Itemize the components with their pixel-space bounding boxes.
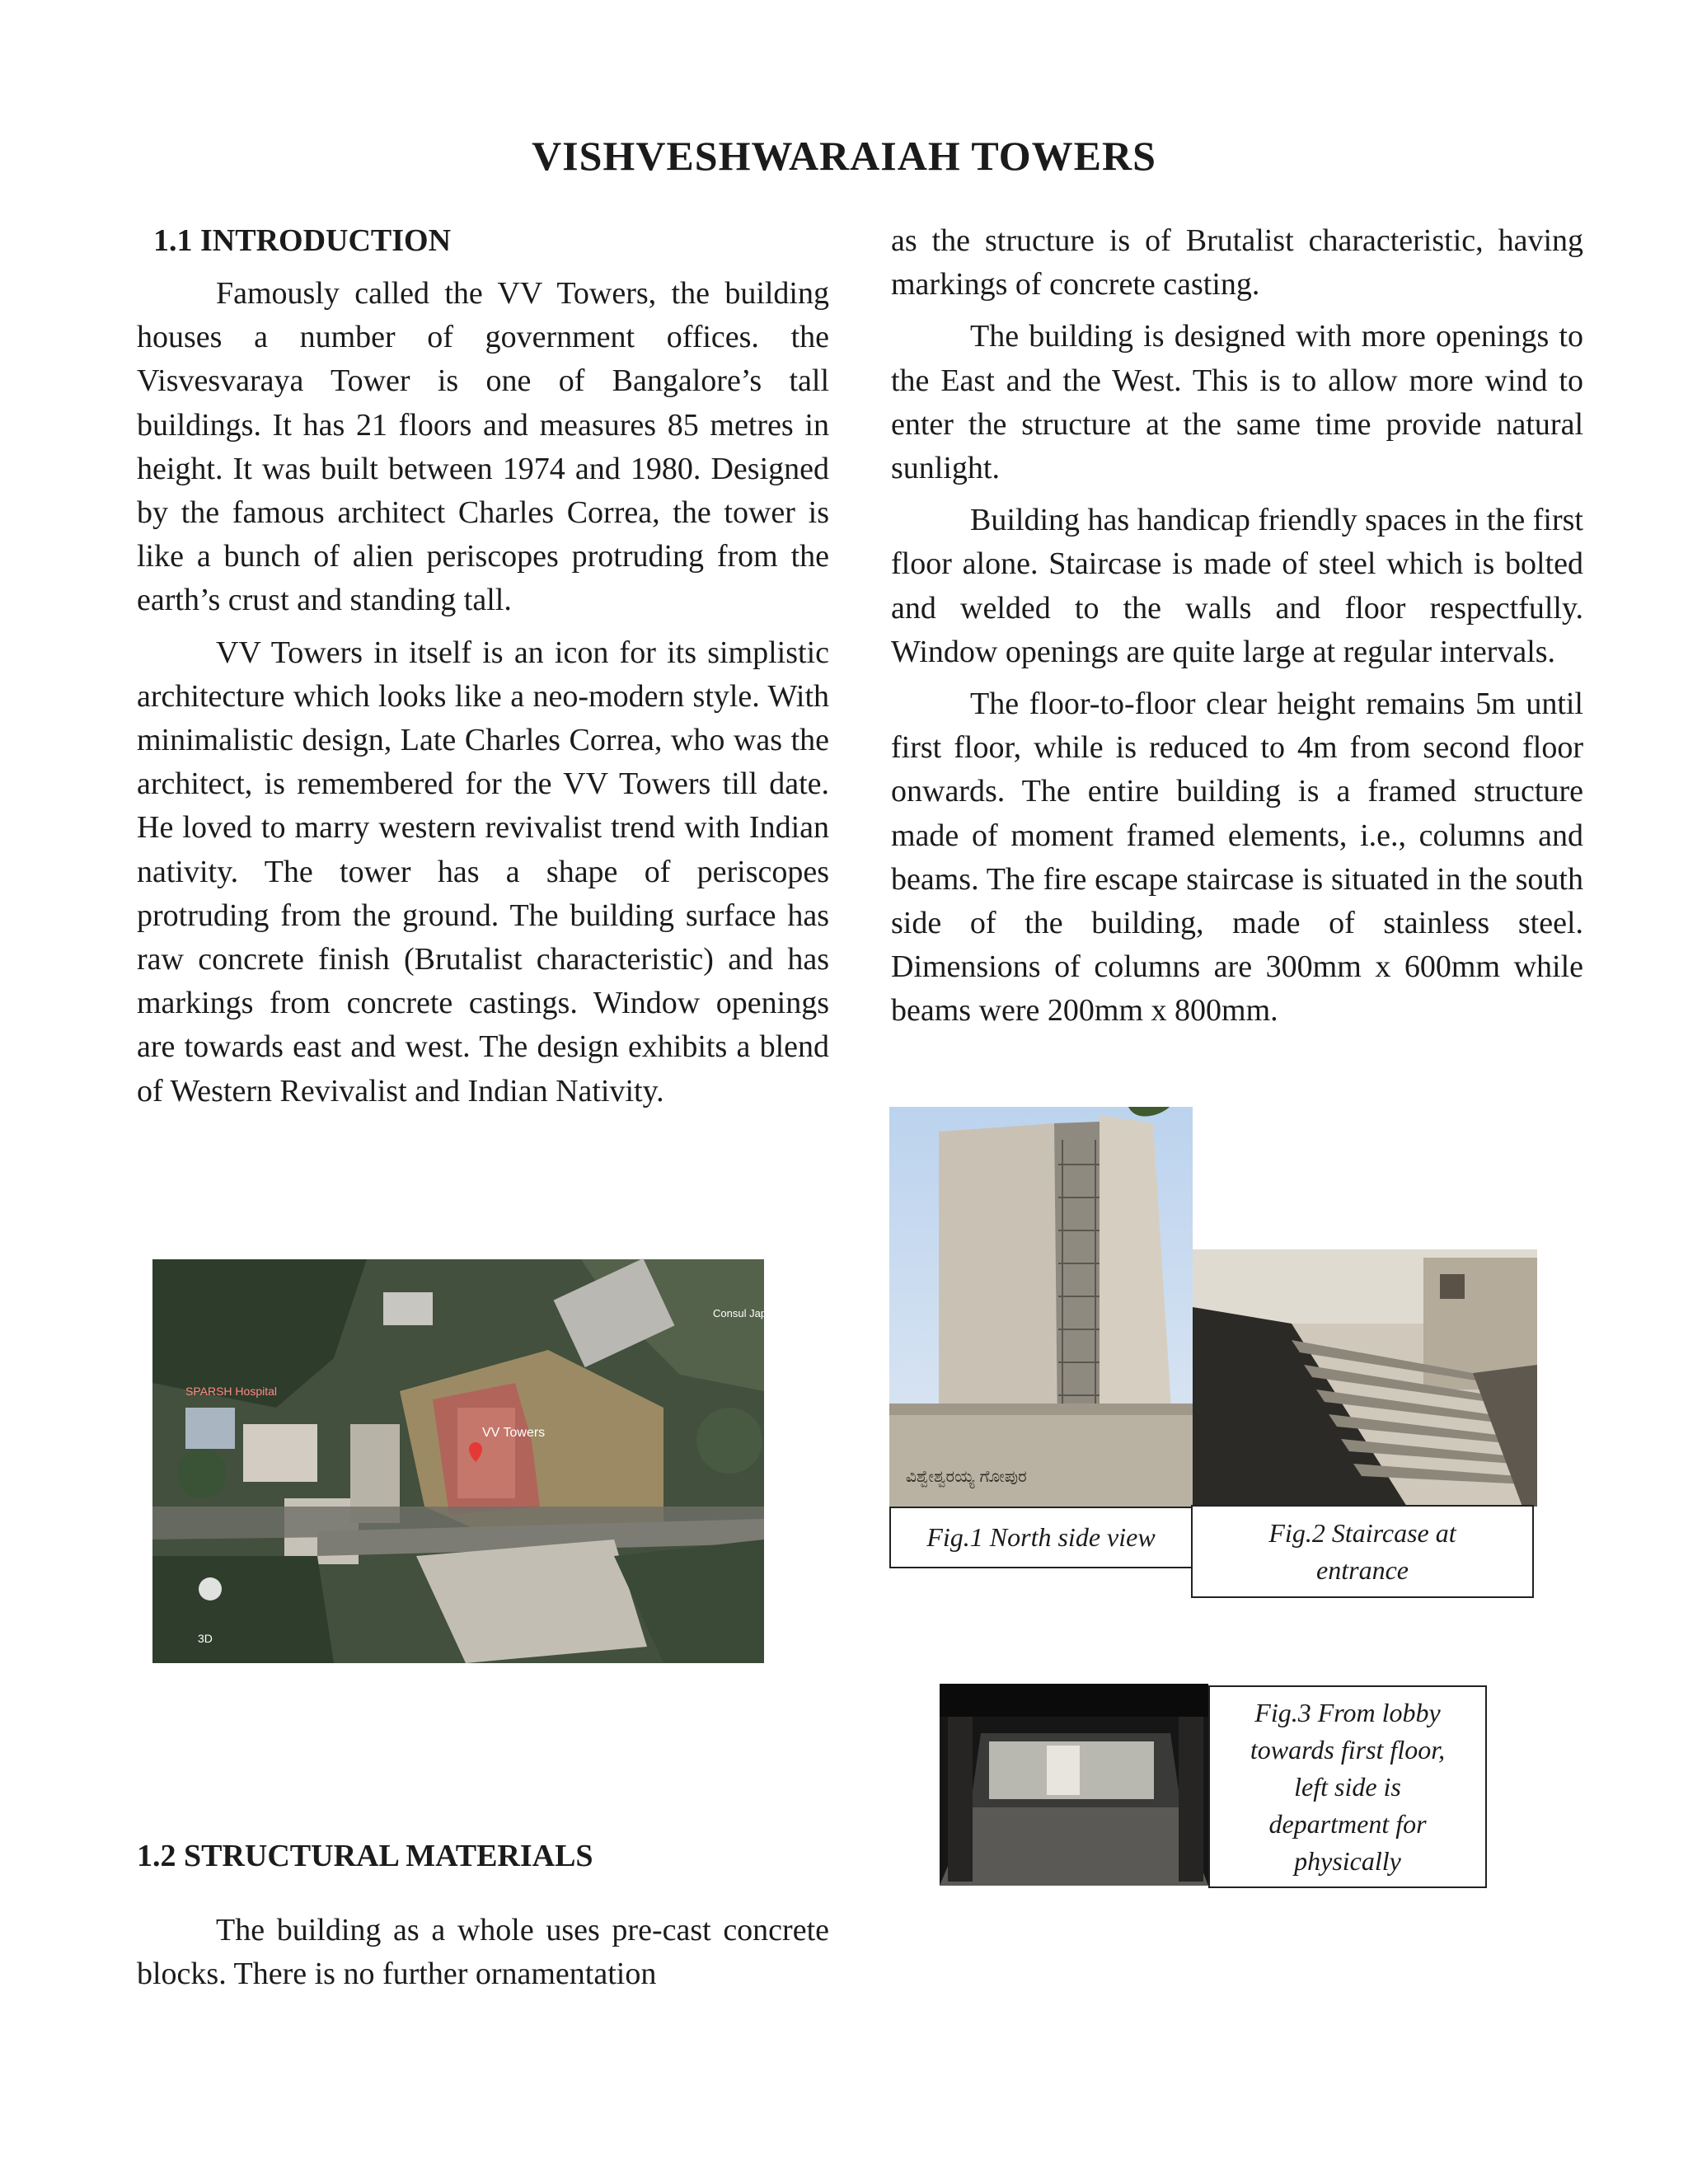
fig1-caption-text: Fig.1 North side view [926, 1522, 1156, 1552]
right-paragraph-1: The building is designed with more openings to the East and the West. This is to allow more wind to enter the structure at the same time provide natural sunlight. [891, 319, 1583, 486]
tower-photo-graphic [889, 1107, 1193, 1511]
map-label-consul: Consul Japan [713, 1307, 779, 1319]
structural-paragraph: The building as a whole uses pre-cast concrete blocks. There is no further ornamentation [137, 1913, 829, 1992]
fig3-caption-line-1: Fig.3 From lobby [1254, 1697, 1441, 1727]
structural-body [137, 1909, 829, 2004]
aerial-map-image [152, 1259, 779, 1663]
right-paragraph-2: Building has handicap friendly spaces in the first floor alone. Staircase is made of steel which is bolted and welded to the walls and floor respectfully. Window openings are quite large at regular intervals. [891, 503, 1583, 669]
aerial-map-graphic [152, 1259, 779, 1663]
staircase-photo-graphic [1193, 1249, 1537, 1507]
intro-paragraph-1: Famously called the VV Towers, the building houses a number of government offices. the Visvesvaraya Tower is one of Bangalore’s tall buildings. It has 21 floors and measures 85 metres in height. It was built between 1974 and 1980. Designed by the famous architect Charles Correa, the tower is like a bunch of alien periscopes protruding from the earth’s crust and standing tall. [137, 276, 829, 618]
lobby-photo-graphic [940, 1684, 1208, 1886]
right-paragraph-3: The floor-to-floor clear height remains 5m until first floor, while is reduced to 4m from second floor onwards. The entire building is a framed structure made of moment framed elements, i.e., columns and beams. The fire escape staircase is situated in the south side of the building, made of stainless steel. Dimensions of columns are 300mm x 600mm while beams were 200mm x 800mm. [891, 687, 1583, 1029]
fig3-caption-line-2: towards first floor, [1250, 1734, 1446, 1765]
fig3-caption-line-4: department for [1268, 1808, 1427, 1839]
map-3d-label: 3D [198, 1632, 213, 1645]
north-side-view-photo [889, 1107, 1193, 1511]
section-heading-structural-materials: 1.2 STRUCTURAL MATERIALS [137, 1839, 593, 1873]
page-title: VISHVESHWARAIAH TOWERS [532, 133, 1156, 179]
intro-paragraph-2: VV Towers in itself is an icon for its simplistic architecture which looks like a neo-modern style. With minimalistic design, Late Charles Correa, who was the architect, is remembered for the VV Towers till date. He loved to marry western revivalist trend with Indian nativity. The tower has a shape of periscopes protruding from the ground. The building surface has raw concrete finish (Brutalist characteristic) and has markings from concrete castings. Window openings are towards east and west. The design exhibits a blend of Western Revivalist and Indian Nativity. [137, 635, 829, 1108]
right-column-body [891, 219, 1583, 1042]
fig3-caption-line-3: left side is [1294, 1771, 1401, 1802]
continuation-paragraph: as the structure is of Brutalist characteristic, having markings of concrete casting. [891, 223, 1583, 302]
tower-sign-text: ವಿಶ್ವೇಶ್ವರಯ್ಯ ಗೋಪುರ [906, 1466, 1027, 1486]
intro-body [137, 272, 829, 1122]
section-heading-introduction: 1.1 INTRODUCTION [153, 223, 452, 258]
staircase-photo [1193, 1249, 1537, 1507]
fig1-caption [889, 1507, 1193, 1568]
fig2-caption-text: Fig.2 Staircase at entrance [1268, 1517, 1456, 1585]
map-label-hospital: SPARSH Hospital [185, 1385, 278, 1398]
map-label-vv-towers: VV Towers [482, 1426, 546, 1440]
fig3-caption-line-5: physically [1294, 1845, 1401, 1876]
fig2-caption [1191, 1505, 1534, 1598]
fig3-caption [1208, 1685, 1487, 1888]
lobby-photo [940, 1684, 1208, 1886]
